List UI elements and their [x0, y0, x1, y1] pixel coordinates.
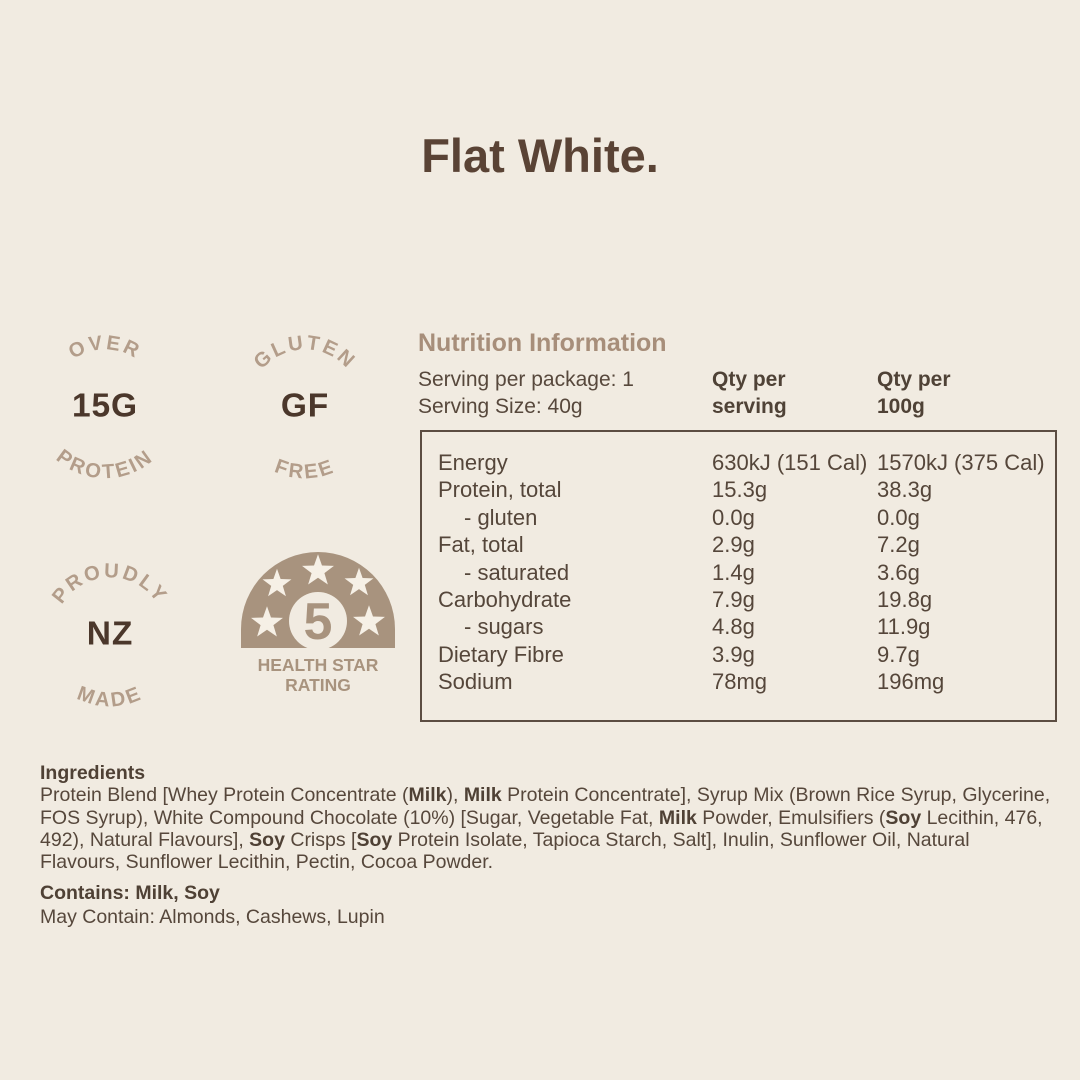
row-qty-100g: 38.3g: [877, 477, 933, 503]
row-qty-serving: 0.0g: [712, 504, 755, 530]
row-label: Sodium: [438, 669, 513, 695]
nutrition-heading: Nutrition Information: [418, 329, 667, 357]
row-label: Dietary Fibre: [438, 641, 564, 667]
row-qty-100g: 11.9g: [877, 614, 931, 640]
row-qty-serving: 7.9g: [712, 587, 755, 613]
column-header-qty-per-serving: Qty per serving: [712, 368, 787, 418]
column-header-qty-per-100g: Qty per 100g: [877, 368, 951, 418]
row-qty-serving: 78mg: [712, 669, 768, 695]
table-row: [422, 668, 1055, 695]
row-qty-100g: 1570kJ (375 Cal): [877, 450, 1045, 475]
ingredients-text: Protein Blend [Whey Protein Concentrate (Milk), Milk Protein Concentrate], Syrup Mix (Brown Rice Syrup, Glycerine, FOS Syrup), White Compound Chocolate (10%) [Sugar, Vegetable Fat, Milk Powder, Emulsifiers (Soy Lecithin, 476, 492), Natural Flavours], Soy Crisps [Soy Protein Isolate, Tapioca Starch, Salt], Inulin, Sunflower Oil, Natural Flavours, Sunflower Lecithin, Pectin, Cocoa Powder.: [40, 784, 1051, 874]
badge-bottom-arc-text: PROTEIN: [52, 445, 158, 480]
table-row: [422, 586, 1055, 613]
row-qty-serving: 1.4g: [712, 559, 755, 585]
row-qty-serving: 630kJ (151 Cal): [712, 450, 868, 475]
hsr-label-line1: HEALTH STAR: [257, 655, 379, 675]
contains-text: Contains: Milk, Soy: [40, 882, 220, 904]
ingredients-heading: Ingredients: [40, 762, 146, 784]
hsr-rating-number: 5: [303, 593, 333, 651]
badge-top-arc-text: GLUTEN: [249, 331, 361, 374]
badge-center-text: GF: [280, 387, 330, 425]
row-label: - gluten: [464, 504, 538, 530]
row-label: Protein, total: [438, 477, 562, 503]
table-row: [422, 504, 1055, 531]
row-qty-100g: 3.6g: [877, 559, 920, 585]
serving-size: Serving Size: 40g: [418, 395, 583, 418]
badge-top-arc-text: OVER: [65, 331, 145, 364]
table-row: [422, 559, 1055, 586]
page-title: Flat White.: [421, 129, 659, 182]
row-qty-serving: 2.9g: [712, 532, 755, 558]
gluten-free-badge: [230, 330, 380, 480]
badge-bottom-arc-text: FREE: [271, 455, 339, 480]
badge-center-text: 15G: [72, 387, 138, 425]
badge-top-arc-text: PROUDLY: [48, 560, 172, 608]
table-row: [422, 449, 1055, 476]
row-qty-100g: 196mg: [877, 669, 945, 695]
hsr-label-line2: RATING: [285, 675, 351, 695]
row-qty-100g: 0.0g: [877, 504, 920, 530]
protein-badge: [30, 330, 180, 480]
badge-center-text: NZ: [86, 615, 134, 653]
table-row: [422, 531, 1055, 558]
serving-per-package: Serving per package: 1: [418, 368, 634, 391]
row-qty-100g: 7.2g: [877, 532, 920, 558]
table-row: [422, 476, 1055, 503]
row-qty-100g: 9.7g: [877, 641, 920, 667]
row-label: Energy: [438, 450, 508, 475]
table-row: [422, 613, 1055, 640]
row-label: - saturated: [464, 559, 570, 585]
row-qty-100g: 19.8g: [877, 587, 933, 613]
ingredients-section: [40, 762, 1052, 873]
row-qty-serving: 15.3g: [712, 477, 768, 503]
badge-bottom-arc-text: MADE: [74, 682, 146, 708]
row-label: Carbohydrate: [438, 587, 572, 613]
nz-made-badge: [35, 558, 185, 708]
row-label: - sugars: [464, 614, 544, 640]
serving-info: [418, 366, 634, 420]
row-label: Fat, total: [438, 532, 524, 558]
row-qty-serving: 4.8g: [712, 614, 755, 640]
may-contain-text: May Contain: Almonds, Cashews, Lupin: [40, 905, 385, 928]
table-row: [422, 641, 1055, 668]
nutrition-table: [420, 430, 1057, 722]
health-star-rating-badge: [233, 539, 403, 699]
allergen-section: [40, 882, 1052, 928]
row-qty-serving: 3.9g: [712, 641, 755, 667]
